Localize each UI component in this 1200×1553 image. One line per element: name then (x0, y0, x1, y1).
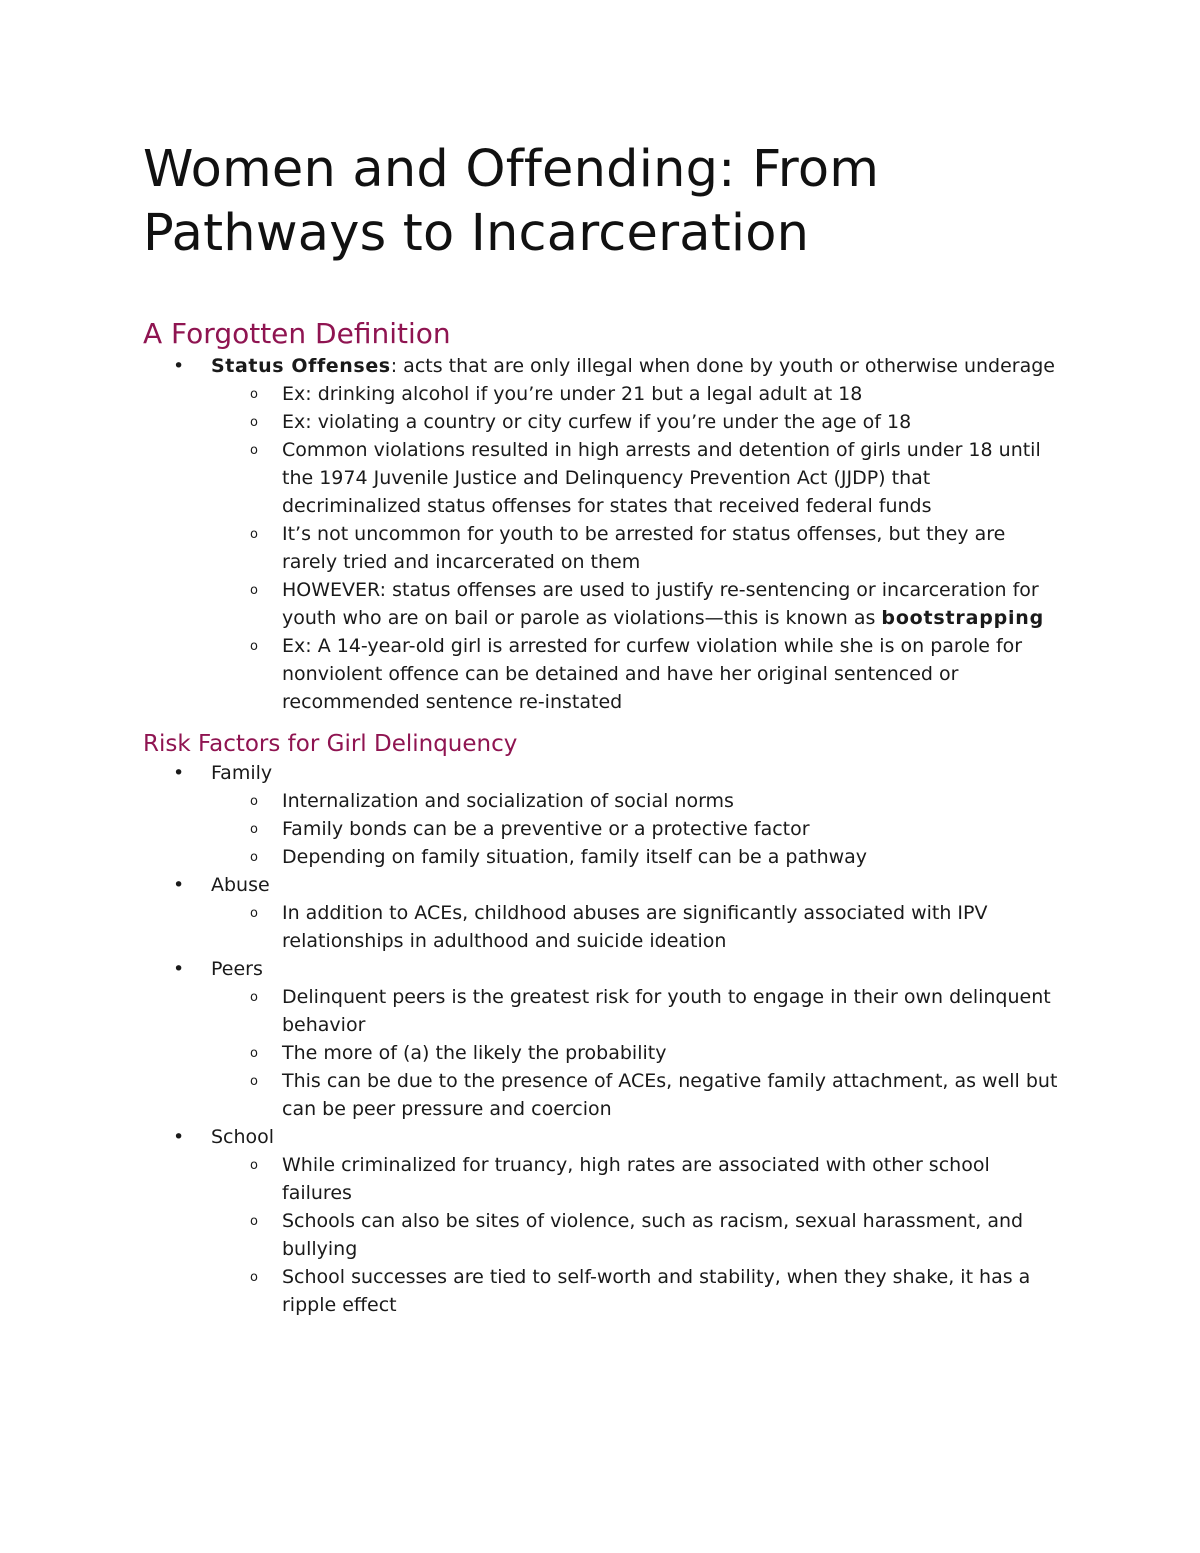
sub-list-text: This can be due to the presence of ACEs, negative family attachment, as well but can be peer pressure and coercion (282, 1070, 1058, 1120)
circle-bullet-icon: o (250, 990, 258, 1005)
list-item (143, 352, 1063, 716)
circle-bullet-icon: o (250, 583, 258, 598)
sub-list-text: While criminalized for truancy, high rates are associated with other school failures (282, 1154, 990, 1204)
circle-bullet-icon: o (250, 443, 258, 458)
sub-list (211, 983, 1063, 1123)
section-heading-forgotten-definition: A Forgotten Definition (143, 317, 451, 350)
circle-bullet-icon: o (250, 1158, 258, 1173)
sub-list-text: Ex: violating a country or city curfew if you’re under the age of 18 (282, 411, 912, 433)
sub-list-text: Family bonds can be a preventive or a protective factor (282, 818, 810, 840)
sub-list-item (143, 1263, 1063, 1319)
circle-bullet-icon: o (250, 1270, 258, 1285)
sub-list (211, 899, 1063, 955)
sub-list-item (143, 520, 1063, 576)
sub-list-item (143, 1039, 1063, 1067)
sub-list-item (143, 843, 1063, 871)
circle-bullet-icon: o (250, 1046, 258, 1061)
sub-list-text: HOWEVER: status offenses are used to justify re-sentencing or incarceration for youth who are on bail or parole as violations—this is known as (282, 579, 1039, 629)
list-item-label: Family (211, 762, 273, 784)
bullet-icon: • (173, 355, 185, 377)
sub-list-item (143, 576, 1063, 632)
term-status-offenses: Status Offenses (211, 355, 391, 377)
sub-list (211, 787, 1063, 871)
sub-list-item (143, 815, 1063, 843)
bullet-icon: • (173, 1126, 185, 1148)
term-bootstrapping: bootstrapping (881, 607, 1045, 629)
circle-bullet-icon: o (250, 527, 258, 542)
sub-list-item (143, 632, 1063, 716)
forgotten-definition-list (143, 352, 1063, 716)
bullet-icon: • (173, 762, 185, 784)
list-item-label: Abuse (211, 874, 270, 896)
circle-bullet-icon: o (250, 1214, 258, 1229)
bullet-icon: • (173, 874, 185, 896)
sub-list-text: Common violations resulted in high arrests and detention of girls under 18 until the 1974 Juvenile Justice and Delinquency Prevention Act (JJDP) that decriminalized status offenses for states that received federal funds (282, 439, 1041, 517)
bullet-icon: • (173, 958, 185, 980)
sub-list-item (143, 408, 1063, 436)
sub-list-item (143, 1207, 1063, 1263)
circle-bullet-icon: o (250, 415, 258, 430)
document-page (143, 138, 1063, 1319)
sub-list-item (143, 1067, 1063, 1123)
circle-bullet-icon: o (250, 906, 258, 921)
circle-bullet-icon: o (250, 639, 258, 654)
list-item-label: School (211, 1126, 275, 1148)
sub-list-item (143, 1151, 1063, 1207)
sub-list-text: School successes are tied to self-worth and stability, when they shake, it has a ripple effect (282, 1266, 1031, 1316)
list-item (143, 871, 1063, 955)
sub-list-text: In addition to ACEs, childhood abuses are significantly associated with IPV relationships in adulthood and suicide ideation (282, 902, 988, 952)
list-item (143, 955, 1063, 1123)
sub-list-item (143, 787, 1063, 815)
circle-bullet-icon: o (250, 387, 258, 402)
sub-list-text: Delinquent peers is the greatest risk for youth to engage in their own delinquent behavior (282, 986, 1051, 1036)
circle-bullet-icon: o (250, 850, 258, 865)
sub-list (211, 380, 1063, 716)
sub-list-text: It’s not uncommon for youth to be arrested for status offenses, but they are rarely tried and incarcerated on them (282, 523, 1006, 573)
sub-list-text: Depending on family situation, family itself can be a pathway (282, 846, 868, 868)
sub-list-item (143, 983, 1063, 1039)
sub-list-item (143, 380, 1063, 408)
sub-list-item (143, 436, 1063, 520)
sub-list-item (143, 899, 1063, 955)
list-item (143, 759, 1063, 871)
term-definition: : acts that are only illegal when done by youth or otherwise underage (390, 355, 1055, 377)
risk-factors-list (143, 759, 1063, 1319)
circle-bullet-icon: o (250, 1074, 258, 1089)
list-item (143, 1123, 1063, 1319)
section-heading-risk-factors: Risk Factors for Girl Delinquency (143, 731, 518, 757)
circle-bullet-icon: o (250, 822, 258, 837)
sub-list-text: Ex: A 14-year-old girl is arrested for curfew violation while she is on parole for nonviolent offence can be detained and have her original sentenced or recommended sentence re-instated (282, 635, 1023, 713)
sub-list-text: Internalization and socialization of social norms (282, 790, 734, 812)
sub-list-text: Ex: drinking alcohol if you’re under 21 but a legal adult at 18 (282, 383, 863, 405)
circle-bullet-icon: o (250, 794, 258, 809)
sub-list (211, 1151, 1063, 1319)
list-item-label: Peers (211, 958, 263, 980)
sub-list-text: Schools can also be sites of violence, such as racism, sexual harassment, and bullying (282, 1210, 1024, 1260)
page-title: Women and Offending: From Pathways to Incarceration (143, 140, 880, 263)
sub-list-text: The more of (a) the likely the probability (282, 1042, 667, 1064)
